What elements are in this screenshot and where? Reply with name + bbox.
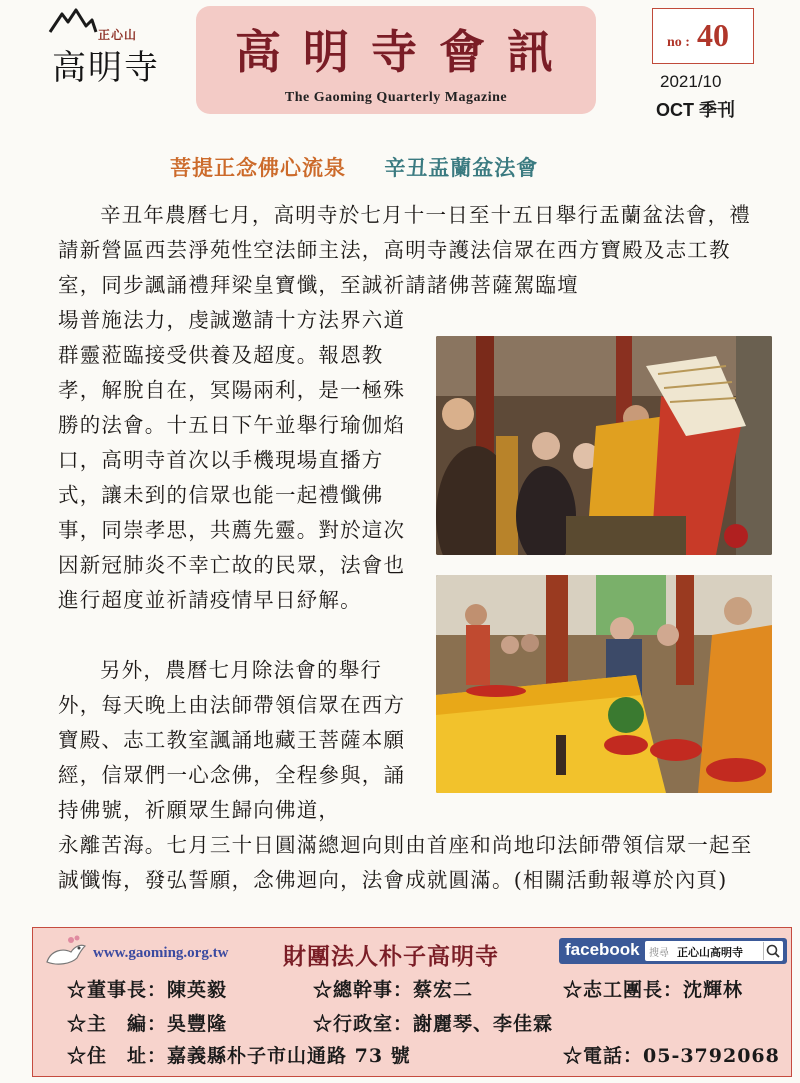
magazine-title: 高明寺會訊 bbox=[235, 25, 575, 79]
editor-info: ☆主 編：吳豐隆 bbox=[67, 1013, 228, 1035]
chairman-info: ☆董事長：陳英毅 bbox=[67, 979, 228, 1001]
address-info: ☆住 址：嘉義縣朴子市山通路 73 號 bbox=[67, 1045, 411, 1067]
logo-subtitle: 正心山 bbox=[98, 28, 138, 42]
headline-left: 菩提正念佛心流泉 bbox=[170, 155, 346, 180]
secretary-info: ☆總幹事：蔡宏二 bbox=[313, 979, 474, 1001]
article-paragraph-1-continued: 場普施法力，虔誠邀請十方法界六道群靈蒞臨接受供養及超度。報恩教孝，解脫自在，冥陽兩利，是一極殊勝的法會。十五日下午並舉行瑜伽焰口，高明寺首次以手機現場直播方式，讓未到的信眾也能一起禮懺佛事，同崇孝思，共薦先靈。對於這次因新冠肺炎不幸亡故的民眾，法會也進行超度並祈請疫情早日紓解。 bbox=[58, 308, 406, 612]
article-headline bbox=[170, 152, 538, 182]
temple-logo bbox=[40, 6, 170, 86]
logo-name: 高明寺 bbox=[52, 48, 160, 88]
facebook-search-banner[interactable] bbox=[559, 938, 787, 964]
ceremony-photo-altar bbox=[436, 575, 772, 793]
admin-office-info: ☆行政室：謝麗琴、李佳霖 bbox=[313, 1013, 554, 1035]
facebook-search-query: 正心山高明寺 bbox=[677, 946, 743, 959]
issue-season: OCT 季刊 bbox=[656, 100, 735, 120]
article-paragraph-2: 另外，農曆七月除法會的舉行外，每天晚上由法師帶領信眾在西方寶殿、志工教室諷誦地藏王菩薩本願經，信眾們一心念佛，全程參與，誦持佛號，祈願眾生歸向佛道， bbox=[58, 658, 406, 822]
issue-box bbox=[652, 8, 754, 64]
article-paragraph-1: 辛丑年農曆七月，高明寺於七月十一日至十五日舉行盂蘭盆法會，禮請新營區西芸淨苑性空法師主法，高明寺護法信眾在西方寶殿及志工教室，同步諷誦禮拜梁皇寶懺，至誠祈請諸佛菩薩駕臨壇 bbox=[58, 203, 751, 297]
masthead bbox=[196, 6, 596, 114]
article-paragraph-2-continued: 永離苦海。七月三十日圓滿總迴向則由首座和尚地印法師帶領信眾一起至誠懺悔，發弘誓願，念佛迴向，法會成就圓滿。(相關活動報導於內頁) bbox=[58, 833, 753, 892]
organization-name: 財團法人朴子高明寺 bbox=[283, 943, 499, 970]
volunteer-leader-info: ☆志工團長：沈輝林 bbox=[563, 979, 744, 1001]
headline-right: 辛丑盂蘭盆法會 bbox=[384, 155, 539, 180]
phone-info: ☆電話：05-3792068 bbox=[563, 1045, 780, 1067]
mountain-icon bbox=[48, 8, 98, 34]
bird-icon bbox=[41, 934, 89, 970]
facebook-logo: facebook bbox=[565, 940, 640, 959]
issue-date: 2021/10 bbox=[660, 72, 722, 91]
magazine-subtitle: The Gaoming Quarterly Magazine bbox=[284, 90, 508, 105]
footer-panel bbox=[32, 927, 792, 1077]
issue-label: no : bbox=[667, 35, 690, 50]
ceremony-photo-chanting bbox=[436, 336, 772, 555]
facebook-search-box[interactable] bbox=[645, 941, 783, 961]
website-link[interactable]: www.gaoming.org.tw bbox=[93, 945, 229, 961]
facebook-search-hint: 搜尋 bbox=[649, 948, 669, 959]
issue-number: 40 bbox=[697, 17, 729, 53]
search-icon[interactable] bbox=[763, 942, 781, 960]
